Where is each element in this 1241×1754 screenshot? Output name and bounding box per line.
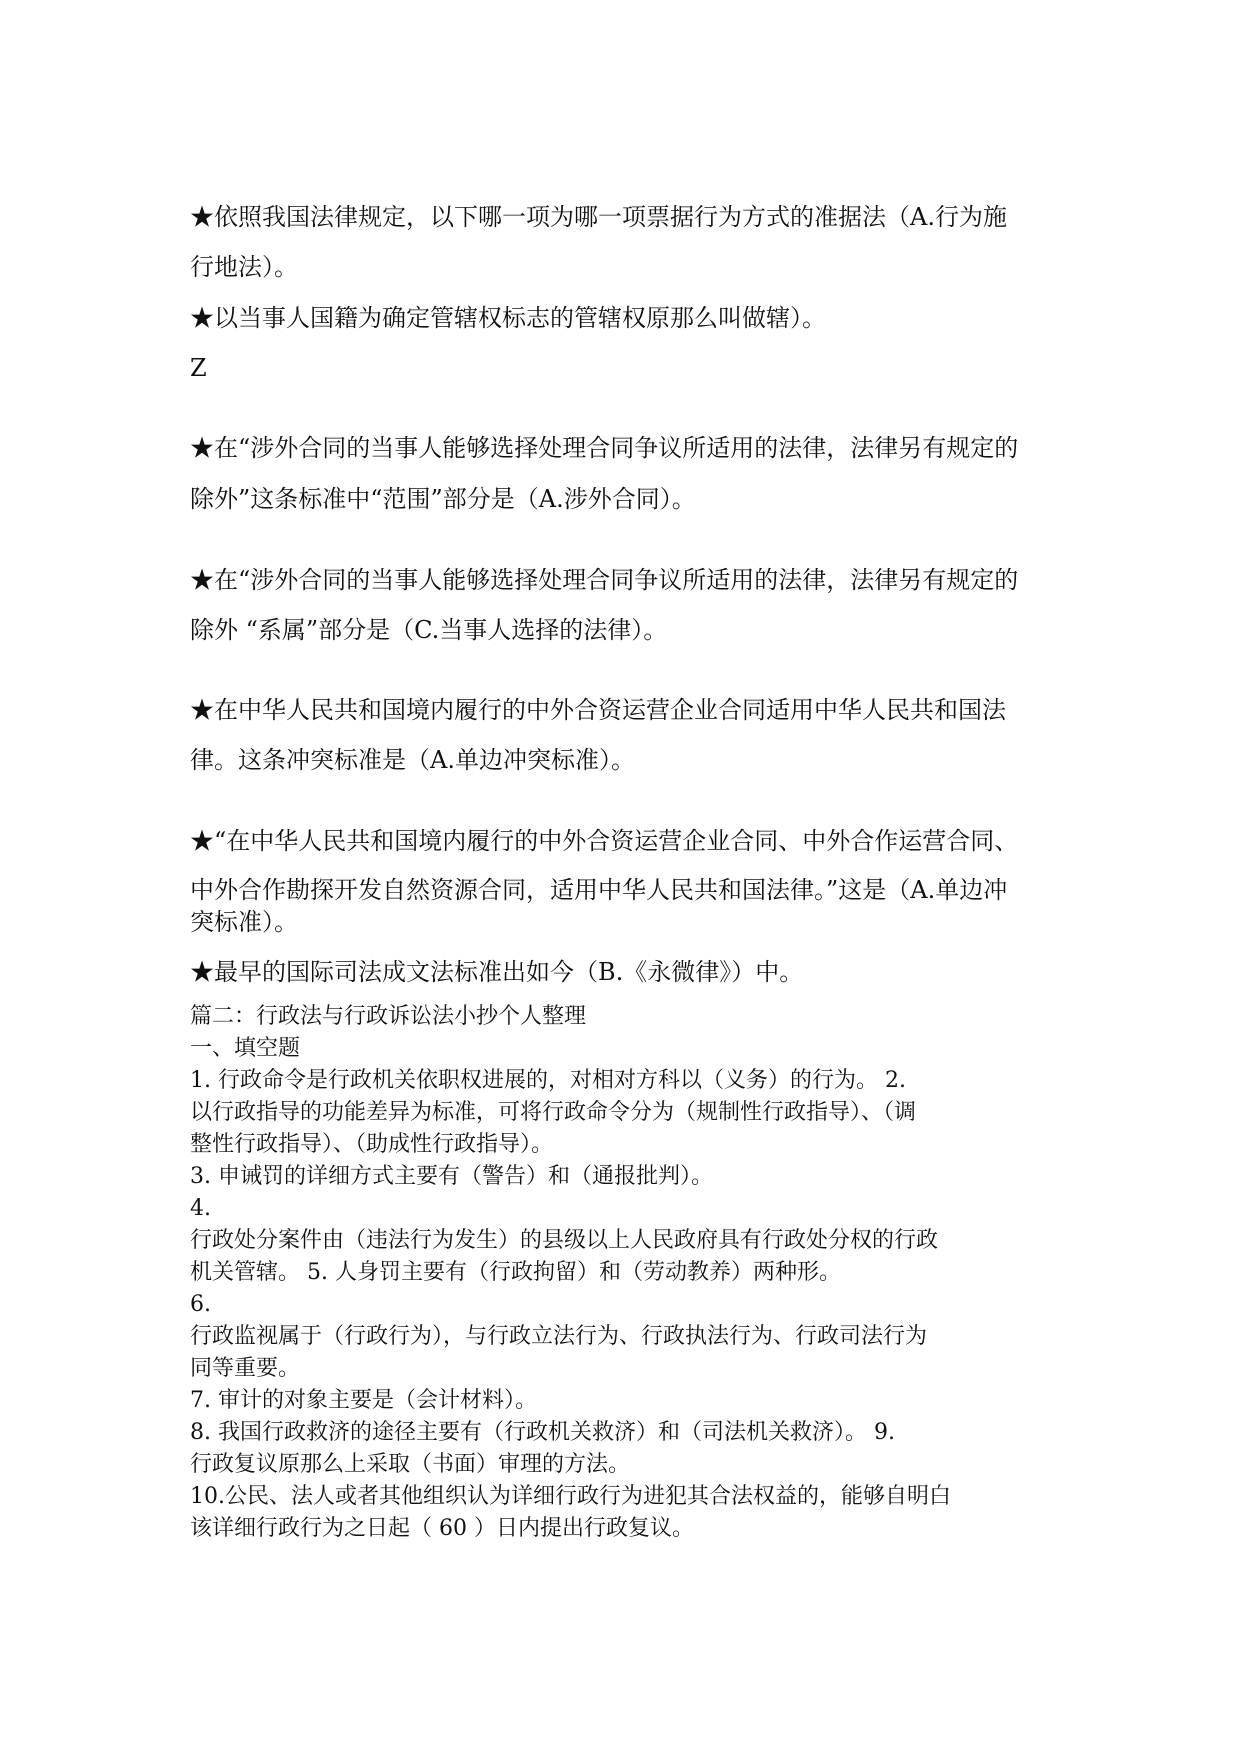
text-line: 行政复议原那么上采取（书面）审理的方法。 (190, 1452, 631, 1477)
text-line: 1. 行政命令是行政机关依职权进展的，对相对方科以（义务）的行为。 2. (190, 1068, 906, 1093)
text-line: ★在“涉外合同的当事人能够选择处理合同争议所适用的法律，法律另有规定的 (190, 566, 1019, 594)
text-line: 整性行政指导）、（助成性行政指导）。 (190, 1132, 554, 1157)
text-line: 7. 审计的对象主要是（会计材料）。 (190, 1388, 537, 1413)
text-line: 4. (190, 1196, 211, 1221)
text-line: 同等重要。 (190, 1356, 301, 1381)
text-line: ★在中华人民共和国境内履行的中外合资运营企业合同适用中华人民共和国法 (190, 696, 1006, 724)
subsection-heading: 一、填空题 (190, 1036, 301, 1061)
text-line: 中外合作勘探开发自然资源合同，适用中华人民共和国法律。”这是（A.单边冲 (190, 876, 1008, 904)
text-line: ★最早的国际司法成文法标准出如今（B.《永微律》）中。 (190, 958, 804, 986)
text-line: Z (190, 354, 207, 382)
text-line: ★以当事人国籍为确定管辖权标志的管辖权原那么叫做辖）。 (190, 304, 826, 332)
text-line: 10.公民、法人或者其他组织认为详细行政行为进犯其合法权益的，能够自明白 (190, 1484, 951, 1509)
text-line: 机关管辖。 5. 人身罚主要有（行政拘留）和（劳动教养）两种形。 (190, 1260, 841, 1285)
text-line: 行政监视属于（行政行为），与行政立法行为、行政执法行为、行政司法行为 (190, 1324, 928, 1349)
text-line: ★依照我国法律规定，以下哪一项为哪一项票据行为方式的准据法（A.行为施 (190, 203, 1007, 231)
text-line: 律。这条冲突标准是（A.单边冲突标准）。 (190, 746, 635, 774)
section-heading: 篇二：行政法与行政诉讼法小抄个人整理 (190, 1004, 587, 1029)
text-line: 3. 申诫罚的详细方式主要有（警告）和（通报批判）。 (190, 1164, 713, 1189)
text-line: 行政处分案件由（违法行为发生）的县级以上人民政府具有行政处分权的行政 (190, 1228, 939, 1253)
text-line: 8. 我国行政救济的途径主要有（行政机关救济）和（司法机关救济）。 9. (190, 1420, 895, 1445)
text-line: 6. (190, 1292, 211, 1317)
text-line: 突标准）。 (190, 908, 298, 936)
text-line: 除外”这条标准中“范围”部分是（A.涉外合同）。 (190, 485, 696, 513)
text-line: 除外 “系属”部分是（C.当事人选择的法律）。 (190, 616, 668, 644)
text-line: 以行政指导的功能差异为标准，可将行政命令分为（规制性行政指导）、（调 (190, 1100, 917, 1125)
text-line: 该详细行政行为之日起（ 60 ）日内提出行政复议。 (190, 1516, 694, 1541)
text-line: 行地法）。 (190, 253, 298, 281)
text-line: ★在“涉外合同的当事人能够选择处理合同争议所适用的法律，法律另有规定的 (190, 434, 1019, 462)
text-line: ★“在中华人民共和国境内履行的中外合资运营企业合同、中外合作运营合同、 (190, 827, 1019, 855)
